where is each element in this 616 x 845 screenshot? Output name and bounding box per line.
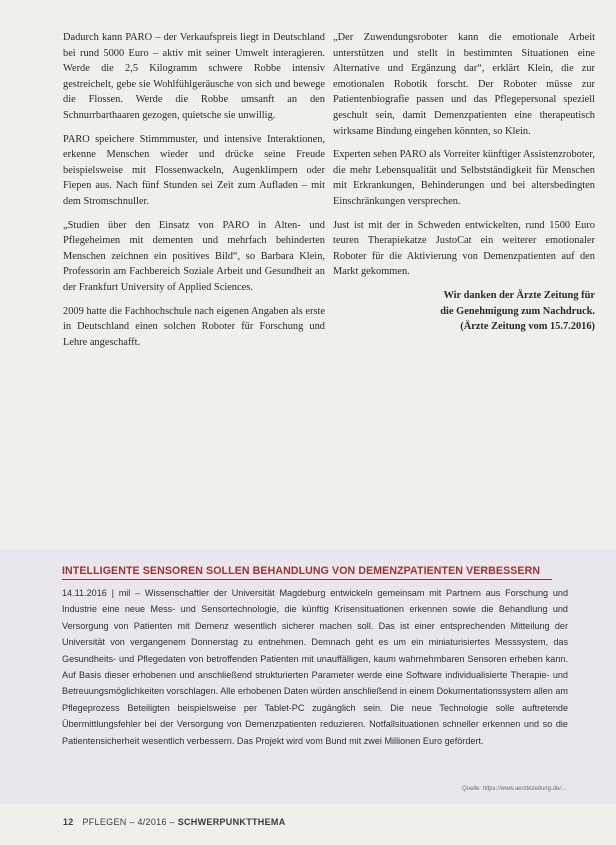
page-number: 12 bbox=[63, 817, 74, 827]
article-paragraph: Experten sehen PARO als Vorreiter künftiger Assistenzroboter, die mehr Lebensqualität und Selbstständigkeit für Menschen mit Erkrankungen, Behinderungen und bei altersbedingten Einschränkungen versprechen. bbox=[333, 149, 595, 207]
news-box-source: Quelle: https://www.aerztezeitung.de/... bbox=[461, 786, 566, 792]
article-left-column bbox=[63, 30, 325, 358]
section-name: SCHWERPUNKTTHEMA bbox=[177, 817, 286, 827]
article-paragraph: 2009 hatte die Fachhochschule nach eigenen Angaben als erste in Deutschland einen solchen Roboter für Forschung und Lehre angeschafft. bbox=[63, 305, 325, 348]
article-paragraph: Dadurch kann PARO – der Verkaufspreis liegt in Deutschland bei rund 5000 Euro – aktiv mit seiner Umwelt interagieren. Werde die 2,5 Kilogramm schwere Robbe intensiv gestreichelt, gebe sie Wohlfühlgeräusche von sich und bewege die Flossen. Werde die Robbe umsanft an den Schnurrbarthaaren gezogen, quietsche sie unwillig. bbox=[63, 32, 325, 121]
article-paragraph: „Der Zuwendungsroboter kann die emotionale Arbeit unterstützen und stellt in bestimmten Situationen eine Alternative und Ergänzung dar“, erklärt Klein, die zur emotionalen Robotik forscht. Der Roboter müsse zur Patientenbiografie passen und das Pflegepersonal speziell geschult sein, damit Demenzpatienten eine therapeutisch wirksame Bindung eingehen könnten, so Klein. bbox=[333, 32, 595, 137]
article-paragraph: „Studien über den Einsatz von PARO in Alten- und Pflegeheimen mit dementen und mehrfach behinderten Menschen zeichnen ein positives Bild“, so Barbara Klein, Professorin am Fachbereich Soziale Arbeit und Gesundheit an der Frankfurt University of Applied Sciences. bbox=[63, 219, 325, 293]
news-box-title: INTELLIGENTE SENSOREN SOLLEN BEHANDLUNG VON DEMENZPATIENTEN VERBESSERN bbox=[62, 565, 552, 580]
credit-line: (Ärzte Zeitung vom 15.7.2016) bbox=[460, 321, 595, 333]
news-box-body: 14.11.2016 | mil – Wissenschaftler der Universität Magdeburg entwickeln gemeinsam mit Partnern aus Forschung und Industrie eine neue Mess- und Sensortechnologie, die künftig Krisensituationen erkennen sowie die Behandlung und Versorgung von Patienten mit Demenz wesentlich sicherer machen soll. Das ist einer entsprechenden Mitteilung der Universität von vergangenem Donnerstag zu entnehmen. Demnach geht es um ein miniaturisiertes Messsystem, das Gesundheits- und Pflegedaten von betroffenden Patienten mit unauffälligen, kaum wahrnehmbaren Sensoren erheben kann. Auf Basis dieser erhobenen und anschließend strukturierten Parameter werde eine Software individualisierte Therapie- und Betreuungsmöglichkeiten vorschlagen. Alle erhobenen Daten würden anschließend in einem Dokumentationssystem allen am Pflegeprozess Beteiligten beispielsweise per Tablet-PC zugänglich sein. Die neue Technologie solle auftretende Übermittlungsfehler bei der Versorgung von Demenzpatienten reduzieren. Notfallsituationen schneller erkennen und so die Patientensicherheit wesentlich verbessern. Das Projekt wird vom Bund mit zwei Millionen Euro gefördert. bbox=[62, 588, 569, 746]
article-paragraph: PARO speichere Stimmmuster, und intensive Interaktionen, erkenne Menschen wieder und drücke seine Freude beispielsweise mit Flossenwackeln, Augenklimpern oder Fiepen aus. Nach fünf Stunden sei Zeit zum Aufladen – mit dem Stromschnuller. bbox=[63, 133, 325, 207]
article-paragraph: Just ist mit der in Schweden entwickelten, rund 1500 Euro teuren Therapiekatze JustoCat ein weiterer emotionaler Roboter für die Aktivierung von Demenzpatienten auf den Markt gekommen. bbox=[333, 219, 595, 278]
magazine-issue: PFLEGEN – 4/2016 – bbox=[82, 817, 175, 827]
reprint-credit bbox=[333, 288, 595, 335]
credit-line: die Genehmigung zum Nachdruck. bbox=[440, 305, 595, 317]
article-right-column bbox=[333, 30, 595, 335]
page-footer bbox=[63, 817, 286, 827]
credit-line: Wir danken der Ärzte Zeitung für bbox=[443, 289, 595, 301]
